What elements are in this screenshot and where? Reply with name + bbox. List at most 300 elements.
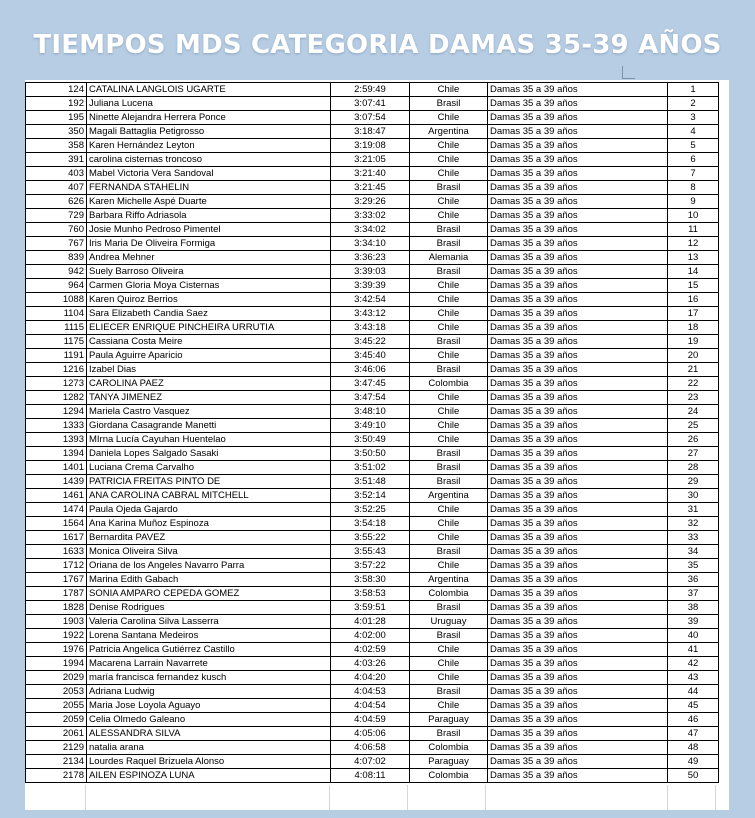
- row-time-cell: 4:07:02: [331, 755, 410, 769]
- row-number-cell: 1401: [26, 461, 87, 475]
- row-number-cell: 964: [26, 279, 87, 293]
- table-row: [26, 503, 719, 517]
- row-name-cell: Celia Olmedo Galeano: [87, 713, 331, 727]
- row-category-cell: Damas 35 a 39 años: [488, 671, 668, 685]
- row-number-cell: 195: [26, 111, 87, 125]
- row-number-cell: 1393: [26, 433, 87, 447]
- row-time-cell: 4:06:58: [331, 741, 410, 755]
- row-country-cell: Chile: [410, 167, 488, 181]
- row-position-cell: 14: [668, 265, 719, 279]
- row-category-cell: Damas 35 a 39 años: [488, 433, 668, 447]
- table-row: [26, 545, 719, 559]
- table-row: [26, 517, 719, 531]
- row-country-cell: Chile: [410, 111, 488, 125]
- row-category-cell: Damas 35 a 39 años: [488, 587, 668, 601]
- table-row: [26, 559, 719, 573]
- row-position-cell: 8: [668, 181, 719, 195]
- row-time-cell: 4:03:26: [331, 657, 410, 671]
- table-row: [26, 573, 719, 587]
- row-name-cell: Josie Munho Pedroso Pimentel: [87, 223, 331, 237]
- results-sheet: [25, 80, 729, 810]
- row-name-cell: Mabel Victoria Vera Sandoval: [87, 167, 331, 181]
- row-category-cell: Damas 35 a 39 años: [488, 153, 668, 167]
- row-time-cell: 3:54:18: [331, 517, 410, 531]
- table-row: [26, 181, 719, 195]
- row-position-cell: 24: [668, 405, 719, 419]
- row-time-cell: 3:07:54: [331, 111, 410, 125]
- row-number-cell: 2129: [26, 741, 87, 755]
- row-name-cell: PATRICIA FREITAS PINTO DE: [87, 475, 331, 489]
- row-name-cell: Patricia Angelica Gutiérrez Castillo: [87, 643, 331, 657]
- row-country-cell: Brasil: [410, 97, 488, 111]
- row-position-cell: 9: [668, 195, 719, 209]
- row-position-cell: 27: [668, 447, 719, 461]
- row-country-cell: Chile: [410, 293, 488, 307]
- row-time-cell: 3:34:10: [331, 237, 410, 251]
- row-category-cell: Damas 35 a 39 años: [488, 447, 668, 461]
- row-number-cell: 1191: [26, 349, 87, 363]
- row-time-cell: 4:01:28: [331, 615, 410, 629]
- row-position-cell: 2: [668, 97, 719, 111]
- row-category-cell: Damas 35 a 39 años: [488, 265, 668, 279]
- table-row: [26, 685, 719, 699]
- row-number-cell: 626: [26, 195, 87, 209]
- row-name-cell: Ninette Alejandra Herrera Ponce: [87, 111, 331, 125]
- row-name-cell: Mariela Castro Vasquez: [87, 405, 331, 419]
- row-name-cell: Paula Aguirre Aparicio: [87, 349, 331, 363]
- row-position-cell: 18: [668, 321, 719, 335]
- row-position-cell: 49: [668, 755, 719, 769]
- row-category-cell: Damas 35 a 39 años: [488, 111, 668, 125]
- row-time-cell: 4:02:00: [331, 629, 410, 643]
- table-row: [26, 349, 719, 363]
- row-name-cell: Oriana de los Angeles Navarro Parra: [87, 559, 331, 573]
- row-number-cell: 407: [26, 181, 87, 195]
- row-time-cell: 3:47:45: [331, 377, 410, 391]
- table-row: [26, 153, 719, 167]
- row-country-cell: Chile: [410, 517, 488, 531]
- table-row: [26, 643, 719, 657]
- row-country-cell: Colombia: [410, 587, 488, 601]
- row-number-cell: 2178: [26, 769, 87, 783]
- row-number-cell: 1767: [26, 573, 87, 587]
- row-name-cell: Karen Quiroz Berrios: [87, 293, 331, 307]
- row-name-cell: AILEN ESPINOZA LUNA: [87, 769, 331, 783]
- table-row: [26, 671, 719, 685]
- table-row: [26, 699, 719, 713]
- table-row: [26, 279, 719, 293]
- row-category-cell: Damas 35 a 39 años: [488, 741, 668, 755]
- row-category-cell: Damas 35 a 39 años: [488, 405, 668, 419]
- row-position-cell: 13: [668, 251, 719, 265]
- table-row: [26, 601, 719, 615]
- row-position-cell: 20: [668, 349, 719, 363]
- row-position-cell: 44: [668, 685, 719, 699]
- row-time-cell: 3:39:03: [331, 265, 410, 279]
- row-name-cell: Monica Oliveira Silva: [87, 545, 331, 559]
- row-country-cell: Brasil: [410, 685, 488, 699]
- table-row: [26, 139, 719, 153]
- row-number-cell: 1104: [26, 307, 87, 321]
- row-country-cell: Chile: [410, 83, 488, 97]
- row-category-cell: Damas 35 a 39 años: [488, 685, 668, 699]
- row-name-cell: CAROLINA PAEZ: [87, 377, 331, 391]
- table-row: [26, 167, 719, 181]
- row-number-cell: 1474: [26, 503, 87, 517]
- row-category-cell: Damas 35 a 39 años: [488, 139, 668, 153]
- row-category-cell: Damas 35 a 39 años: [488, 125, 668, 139]
- row-name-cell: Lourdes Raquel Brizuela Alonso: [87, 755, 331, 769]
- table-row: [26, 111, 719, 125]
- row-number-cell: 403: [26, 167, 87, 181]
- row-time-cell: 3:48:10: [331, 405, 410, 419]
- row-position-cell: 25: [668, 419, 719, 433]
- row-time-cell: 3:29:26: [331, 195, 410, 209]
- row-category-cell: Damas 35 a 39 años: [488, 559, 668, 573]
- row-number-cell: 1712: [26, 559, 87, 573]
- table-row: [26, 629, 719, 643]
- row-category-cell: Damas 35 a 39 años: [488, 377, 668, 391]
- row-time-cell: 3:21:05: [331, 153, 410, 167]
- row-country-cell: Chile: [410, 671, 488, 685]
- row-country-cell: Chile: [410, 643, 488, 657]
- row-category-cell: Damas 35 a 39 años: [488, 643, 668, 657]
- row-category-cell: Damas 35 a 39 años: [488, 461, 668, 475]
- row-number-cell: 1282: [26, 391, 87, 405]
- row-time-cell: 3:42:54: [331, 293, 410, 307]
- row-time-cell: 4:04:54: [331, 699, 410, 713]
- row-category-cell: Damas 35 a 39 años: [488, 503, 668, 517]
- row-time-cell: 4:02:59: [331, 643, 410, 657]
- row-position-cell: 21: [668, 363, 719, 377]
- row-time-cell: 3:55:22: [331, 531, 410, 545]
- row-country-cell: Brasil: [410, 265, 488, 279]
- row-time-cell: 3:39:39: [331, 279, 410, 293]
- row-category-cell: Damas 35 a 39 años: [488, 307, 668, 321]
- table-row: [26, 293, 719, 307]
- table-row: [26, 251, 719, 265]
- row-category-cell: Damas 35 a 39 años: [488, 279, 668, 293]
- row-country-cell: Chile: [410, 559, 488, 573]
- row-number-cell: 192: [26, 97, 87, 111]
- row-time-cell: 3:50:50: [331, 447, 410, 461]
- row-number-cell: 1994: [26, 657, 87, 671]
- table-row: [26, 475, 719, 489]
- row-number-cell: 2134: [26, 755, 87, 769]
- row-time-cell: 4:04:53: [331, 685, 410, 699]
- table-row: [26, 657, 719, 671]
- row-name-cell: Giordana Casagrande Manetti: [87, 419, 331, 433]
- row-category-cell: Damas 35 a 39 años: [488, 573, 668, 587]
- row-time-cell: 3:52:14: [331, 489, 410, 503]
- row-position-cell: 47: [668, 727, 719, 741]
- table-row: [26, 461, 719, 475]
- row-position-cell: 16: [668, 293, 719, 307]
- row-position-cell: 29: [668, 475, 719, 489]
- row-country-cell: Brasil: [410, 181, 488, 195]
- row-name-cell: Izabel Dias: [87, 363, 331, 377]
- row-position-cell: 50: [668, 769, 719, 783]
- row-time-cell: 3:43:12: [331, 307, 410, 321]
- row-position-cell: 15: [668, 279, 719, 293]
- row-number-cell: 2029: [26, 671, 87, 685]
- row-name-cell: FERNANDA STAHELIN: [87, 181, 331, 195]
- row-category-cell: Damas 35 a 39 años: [488, 755, 668, 769]
- row-country-cell: Brasil: [410, 363, 488, 377]
- row-name-cell: ALESSANDRA SILVA: [87, 727, 331, 741]
- row-category-cell: Damas 35 a 39 años: [488, 237, 668, 251]
- table-row: [26, 531, 719, 545]
- table-row: [26, 237, 719, 251]
- row-country-cell: Colombia: [410, 741, 488, 755]
- row-category-cell: Damas 35 a 39 años: [488, 657, 668, 671]
- row-name-cell: Marina Edith Gabach: [87, 573, 331, 587]
- row-name-cell: Ana Karina Muñoz Espinoza: [87, 517, 331, 531]
- row-category-cell: Damas 35 a 39 años: [488, 293, 668, 307]
- row-time-cell: 3:51:48: [331, 475, 410, 489]
- row-position-cell: 30: [668, 489, 719, 503]
- row-country-cell: Brasil: [410, 335, 488, 349]
- row-country-cell: Brasil: [410, 237, 488, 251]
- table-row: [26, 433, 719, 447]
- row-name-cell: Valeria Carolina Silva Lasserra: [87, 615, 331, 629]
- row-name-cell: Lorena Santana Medeiros: [87, 629, 331, 643]
- table-row: [26, 391, 719, 405]
- row-number-cell: 1564: [26, 517, 87, 531]
- row-time-cell: 3:51:02: [331, 461, 410, 475]
- row-country-cell: Argentina: [410, 573, 488, 587]
- table-row: [26, 741, 719, 755]
- row-country-cell: Chile: [410, 209, 488, 223]
- row-time-cell: 4:08:11: [331, 769, 410, 783]
- table-row: [26, 377, 719, 391]
- row-time-cell: 3:55:43: [331, 545, 410, 559]
- row-time-cell: 3:46:06: [331, 363, 410, 377]
- row-name-cell: TANYA JIMENEZ: [87, 391, 331, 405]
- row-country-cell: Chile: [410, 307, 488, 321]
- table-row: [26, 713, 719, 727]
- row-country-cell: Chile: [410, 391, 488, 405]
- row-time-cell: 3:59:51: [331, 601, 410, 615]
- row-country-cell: Argentina: [410, 125, 488, 139]
- row-country-cell: Brasil: [410, 475, 488, 489]
- row-position-cell: 19: [668, 335, 719, 349]
- row-name-cell: MIrna Lucía Cayuhan Huentelao: [87, 433, 331, 447]
- table-row: [26, 755, 719, 769]
- row-time-cell: 3:49:10: [331, 419, 410, 433]
- row-number-cell: 1273: [26, 377, 87, 391]
- row-category-cell: Damas 35 a 39 años: [488, 321, 668, 335]
- row-number-cell: 350: [26, 125, 87, 139]
- table-row: [26, 405, 719, 419]
- row-number-cell: 1088: [26, 293, 87, 307]
- row-category-cell: Damas 35 a 39 años: [488, 223, 668, 237]
- row-country-cell: Chile: [410, 503, 488, 517]
- row-time-cell: 3:19:08: [331, 139, 410, 153]
- table-row: [26, 307, 719, 321]
- row-time-cell: 4:04:59: [331, 713, 410, 727]
- row-name-cell: ELIECER ENRIQUE PINCHEIRA URRUTIA: [87, 321, 331, 335]
- table-row: [26, 265, 719, 279]
- row-number-cell: 358: [26, 139, 87, 153]
- row-name-cell: natalia arana: [87, 741, 331, 755]
- row-time-cell: 3:57:22: [331, 559, 410, 573]
- row-time-cell: 3:34:02: [331, 223, 410, 237]
- table-row: [26, 223, 719, 237]
- row-name-cell: Maria Jose Loyola Aguayo: [87, 699, 331, 713]
- row-category-cell: Damas 35 a 39 años: [488, 209, 668, 223]
- row-country-cell: Chile: [410, 531, 488, 545]
- row-category-cell: Damas 35 a 39 años: [488, 545, 668, 559]
- row-number-cell: 1903: [26, 615, 87, 629]
- row-number-cell: 942: [26, 265, 87, 279]
- row-position-cell: 7: [668, 167, 719, 181]
- row-number-cell: 1617: [26, 531, 87, 545]
- row-number-cell: 1333: [26, 419, 87, 433]
- row-position-cell: 1: [668, 83, 719, 97]
- row-time-cell: 3:47:54: [331, 391, 410, 405]
- row-country-cell: Colombia: [410, 769, 488, 783]
- row-name-cell: Suely Barroso Oliveira: [87, 265, 331, 279]
- row-position-cell: 22: [668, 377, 719, 391]
- row-name-cell: Sara Elizabeth Candia Saez: [87, 307, 331, 321]
- row-number-cell: 2059: [26, 713, 87, 727]
- row-number-cell: 760: [26, 223, 87, 237]
- row-position-cell: 28: [668, 461, 719, 475]
- row-name-cell: Macarena Larrain Navarrete: [87, 657, 331, 671]
- row-number-cell: 2061: [26, 727, 87, 741]
- row-position-cell: 17: [668, 307, 719, 321]
- table-row: [26, 489, 719, 503]
- row-time-cell: 3:36:23: [331, 251, 410, 265]
- row-category-cell: Damas 35 a 39 años: [488, 489, 668, 503]
- row-number-cell: 1439: [26, 475, 87, 489]
- row-number-cell: 1115: [26, 321, 87, 335]
- row-category-cell: Damas 35 a 39 años: [488, 363, 668, 377]
- row-number-cell: 124: [26, 83, 87, 97]
- row-time-cell: 3:18:47: [331, 125, 410, 139]
- row-name-cell: Juliana Lucena: [87, 97, 331, 111]
- row-number-cell: 1216: [26, 363, 87, 377]
- row-country-cell: Brasil: [410, 727, 488, 741]
- row-country-cell: Uruguay: [410, 615, 488, 629]
- row-position-cell: 4: [668, 125, 719, 139]
- table-row: [26, 195, 719, 209]
- row-name-cell: Barbara Riffo Adriasola: [87, 209, 331, 223]
- row-name-cell: Cassiana Costa Meire: [87, 335, 331, 349]
- row-name-cell: Adriana Ludwig: [87, 685, 331, 699]
- row-position-cell: 23: [668, 391, 719, 405]
- row-number-cell: 2055: [26, 699, 87, 713]
- row-category-cell: Damas 35 a 39 años: [488, 335, 668, 349]
- row-category-cell: Damas 35 a 39 años: [488, 769, 668, 783]
- row-time-cell: 4:05:06: [331, 727, 410, 741]
- row-name-cell: Karen Hernández Leyton: [87, 139, 331, 153]
- row-number-cell: 1922: [26, 629, 87, 643]
- row-position-cell: 31: [668, 503, 719, 517]
- row-name-cell: carolina cisternas troncoso: [87, 153, 331, 167]
- row-category-cell: Damas 35 a 39 años: [488, 167, 668, 181]
- row-number-cell: 1828: [26, 601, 87, 615]
- page-title: TIEMPOS MDS CATEGORIA DAMAS 35-39 AÑOS: [33, 30, 722, 60]
- row-country-cell: Brasil: [410, 601, 488, 615]
- row-position-cell: 12: [668, 237, 719, 251]
- row-category-cell: Damas 35 a 39 años: [488, 195, 668, 209]
- row-position-cell: 34: [668, 545, 719, 559]
- row-country-cell: Paraguay: [410, 755, 488, 769]
- row-name-cell: Magali Battaglia Petigrosso: [87, 125, 331, 139]
- row-category-cell: Damas 35 a 39 años: [488, 97, 668, 111]
- row-country-cell: Paraguay: [410, 713, 488, 727]
- row-position-cell: 26: [668, 433, 719, 447]
- row-country-cell: Chile: [410, 405, 488, 419]
- row-category-cell: Damas 35 a 39 años: [488, 615, 668, 629]
- row-country-cell: Brasil: [410, 545, 488, 559]
- row-category-cell: Damas 35 a 39 años: [488, 181, 668, 195]
- row-position-cell: 11: [668, 223, 719, 237]
- row-time-cell: 3:50:49: [331, 433, 410, 447]
- row-category-cell: Damas 35 a 39 años: [488, 391, 668, 405]
- row-position-cell: 38: [668, 601, 719, 615]
- row-name-cell: Iris Maria De Oliveira Formiga: [87, 237, 331, 251]
- row-time-cell: 4:04:20: [331, 671, 410, 685]
- table-row: [26, 419, 719, 433]
- row-number-cell: 2053: [26, 685, 87, 699]
- row-time-cell: 3:43:18: [331, 321, 410, 335]
- row-number-cell: 1461: [26, 489, 87, 503]
- row-name-cell: Carmen Gloria Moya Cisternas: [87, 279, 331, 293]
- row-country-cell: Chile: [410, 321, 488, 335]
- table-row: [26, 769, 719, 783]
- row-time-cell: 3:21:45: [331, 181, 410, 195]
- row-country-cell: Chile: [410, 433, 488, 447]
- row-position-cell: 36: [668, 573, 719, 587]
- row-number-cell: 1976: [26, 643, 87, 657]
- table-row: [26, 587, 719, 601]
- table-row: [26, 209, 719, 223]
- row-country-cell: Brasil: [410, 461, 488, 475]
- table-row: [26, 125, 719, 139]
- row-country-cell: Brasil: [410, 223, 488, 237]
- row-time-cell: 3:21:40: [331, 167, 410, 181]
- row-country-cell: Brasil: [410, 629, 488, 643]
- row-time-cell: 3:45:22: [331, 335, 410, 349]
- row-time-cell: 3:52:25: [331, 503, 410, 517]
- row-position-cell: 40: [668, 629, 719, 643]
- table-row: [26, 727, 719, 741]
- row-category-cell: Damas 35 a 39 años: [488, 349, 668, 363]
- row-name-cell: Paula Ojeda Gajardo: [87, 503, 331, 517]
- row-category-cell: Damas 35 a 39 años: [488, 517, 668, 531]
- row-position-cell: 48: [668, 741, 719, 755]
- row-country-cell: Chile: [410, 657, 488, 671]
- row-name-cell: SONIA AMPARO CEPEDA GOMEZ: [87, 587, 331, 601]
- row-number-cell: 1633: [26, 545, 87, 559]
- row-name-cell: Andrea Mehner: [87, 251, 331, 265]
- row-category-cell: Damas 35 a 39 años: [488, 475, 668, 489]
- row-position-cell: 42: [668, 657, 719, 671]
- table-row: [26, 615, 719, 629]
- row-number-cell: 1294: [26, 405, 87, 419]
- row-country-cell: Chile: [410, 195, 488, 209]
- row-number-cell: 839: [26, 251, 87, 265]
- row-number-cell: 1394: [26, 447, 87, 461]
- row-category-cell: Damas 35 a 39 años: [488, 531, 668, 545]
- row-country-cell: Alemania: [410, 251, 488, 265]
- row-number-cell: 1787: [26, 587, 87, 601]
- row-time-cell: 2:59:49: [331, 83, 410, 97]
- row-category-cell: Damas 35 a 39 años: [488, 83, 668, 97]
